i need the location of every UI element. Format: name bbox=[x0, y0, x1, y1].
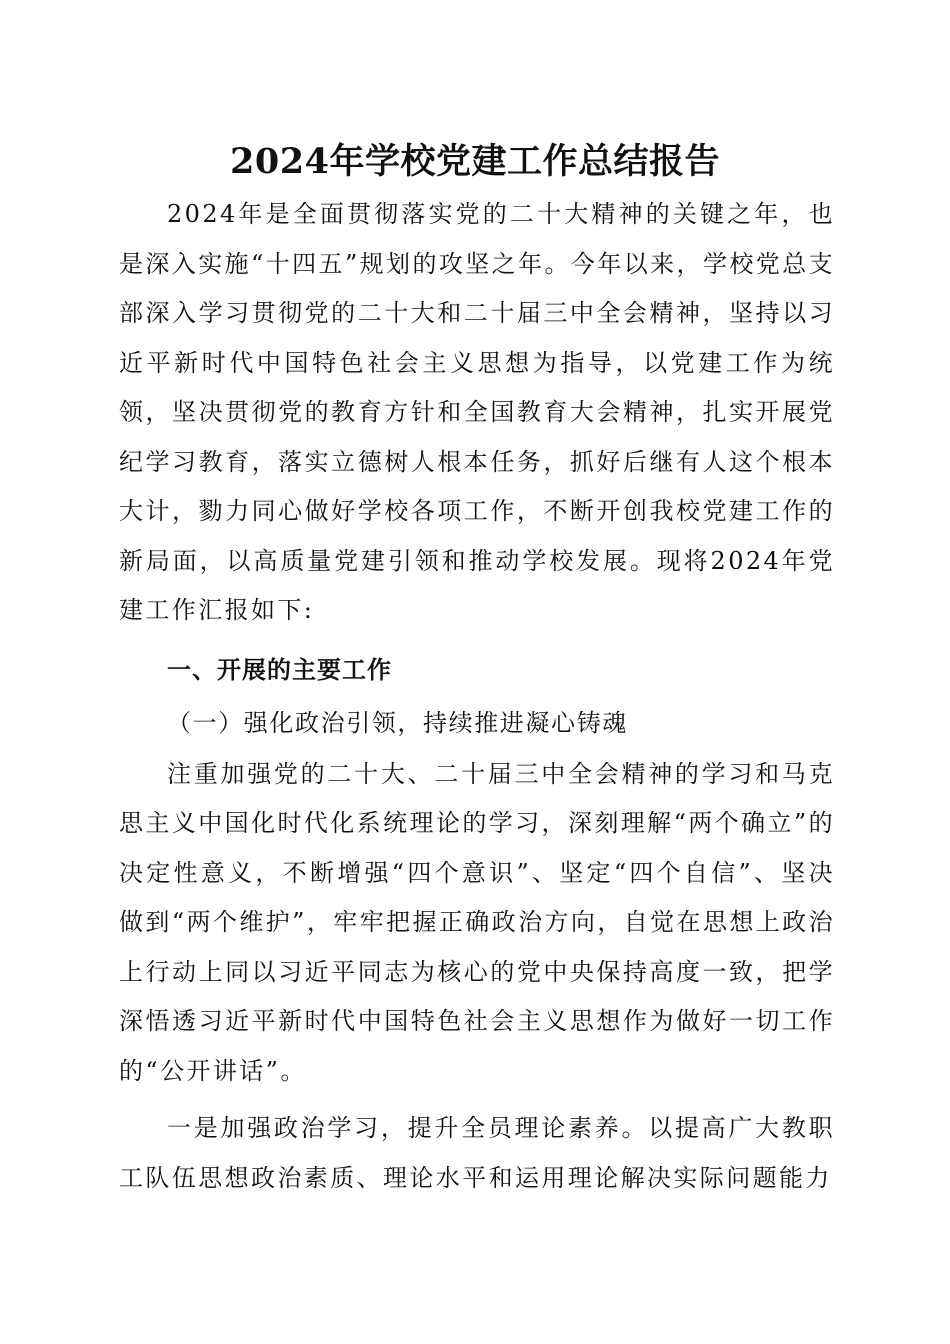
document-body bbox=[119, 190, 835, 1203]
spacer bbox=[119, 636, 835, 644]
subsection-paragraph: 注重加强党的二十大、二十届三中全会精神的学习和马克思主义中国化时代化系统理论的学习，深刻理解“两个确立”的决定性意义，不断增强“四个意识”、坚定“四个自信”、坚决做到“两个维护”，牢牢把握正确政治方向，自觉在思想上政治上行动上同以习近平同志为核心的党中央保持高度一致，把学深悟透习近平新时代中国特色社会主义思想作为做好一切工作的“公开讲话”。 bbox=[119, 759, 835, 1085]
document-title: 2024年学校党建工作总结报告 bbox=[230, 141, 720, 182]
spacer bbox=[119, 1096, 835, 1104]
point-paragraph: 一是加强政治学习，提升全员理论素养。以提高广大教职工队伍思想政治素质、理论水平和运用理论解决实际问题能力 bbox=[119, 1114, 835, 1192]
section-heading: 一、开展的主要工作 bbox=[167, 655, 392, 684]
intro-paragraph: 2024年是全面贯彻落实党的二十大精神的关键之年，也是深入实施“十四五”规划的攻坚之年。今年以来，学校党总支部深入学习贯彻党的二十大和二十届三中全会精神，坚持以习近平新时代中国特色社会主义思想为指导，以党建工作为统领，坚决贯彻党的教育方针和全国教育大会精神，扎实开展党纪学习教育，落实立德树人根本任务，抓好后继有人这个根本大计，勠力同心做好学校各项工作，不断开创我校党建工作的新局面，以高质量党建引领和推动学校发展。现将2024年党建工作汇报如下: bbox=[119, 200, 835, 624]
subsection-heading: （一）强化政治引领，持续推进凝心铸魂 bbox=[167, 708, 628, 737]
